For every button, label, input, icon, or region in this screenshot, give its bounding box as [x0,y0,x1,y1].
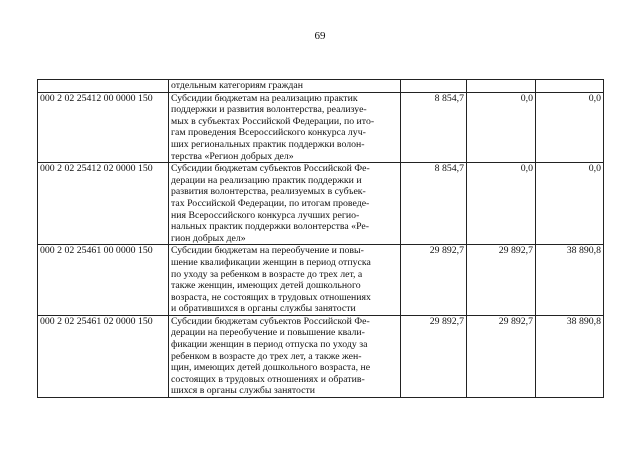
value-col-1-cell [401,80,467,93]
description-line: по уходу за ребенком в возрасте до трех лет, а [171,268,363,280]
value-col-3-cell: 0,0 [536,163,604,245]
value-col-2-cell [467,80,536,93]
value-col-3-cell: 38 890,8 [536,315,604,397]
description-line: ших региональных практик поддержки волон- [171,138,365,150]
description-line: гион добрых дел» [171,232,246,244]
description-line: также женщин, имеющих детей дошкольного [171,280,361,292]
description-line: Субсидии бюджетам субъектов Российской Фе- [171,315,370,327]
budget-table [37,79,604,398]
table-row [38,315,604,397]
budget-code-cell: 000 2 02 25412 00 0000 150 [38,92,169,163]
table-row [38,92,604,163]
page-number: 69 [314,30,326,42]
description-line: развития волонтерства, реализуемых в субъек- [171,186,366,198]
value-col-3-cell: 0,0 [536,92,604,163]
value-col-3-cell: 38 890,8 [536,245,604,316]
value-col-2-cell: 0,0 [467,163,536,245]
table-row [38,245,604,316]
description-cell [169,245,401,316]
description-line: тах Российской Федерации, по итогам проведе- [171,197,370,209]
value-col-1-cell: 29 892,7 [401,245,467,316]
value-col-2-cell: 29 892,7 [467,245,536,316]
description-line: терства «Регион добрых дел» [171,150,294,162]
description-cell [169,163,401,245]
description-line: фикации женщин в период отпуска по уходу за [171,339,368,351]
description-cell [169,80,401,93]
value-col-3-cell [536,80,604,93]
description-line: поддержки и развития волонтерства, реализуе- [171,104,367,116]
description-line: Субсидии бюджетам на переобучение и повы- [171,245,364,257]
description-line: мых в субъектах Российской Федерации, по ито- [171,115,375,127]
description-line: возраста, не состоящих в трудовых отношениях [171,291,371,303]
budget-code-cell [38,80,169,93]
value-col-2-cell: 29 892,7 [467,315,536,397]
description-line: состоящих в трудовых отношениях и обратив- [171,373,365,385]
description-line: ребенком в возрасте до трех лет, а также жен- [171,350,362,362]
description-cell [169,92,401,163]
description-line: гам проведения Всероссийского конкурса луч- [171,127,366,139]
table-row-continuation [38,80,604,93]
description-line: щин, имеющих детей дошкольного возраста, не [171,362,371,374]
description-line: ния Всероссийского конкурса лучших регио- [171,209,360,221]
description-line: Субсидии бюджетам на реализацию практик [171,92,358,104]
table-row [38,163,604,245]
description-line: Субсидии бюджетам субъектов Российской Фе- [171,163,370,175]
budget-code-cell: 000 2 02 25461 00 0000 150 [38,245,169,316]
description-line: и обратившихся в органы службы занятости [171,303,356,315]
description-line: дерации на реализацию практик поддержки и [171,174,362,186]
budget-code-cell: 000 2 02 25412 02 0000 150 [38,163,169,245]
description-line: дерации на переобучение и повышение квали- [171,327,365,339]
description-line: шихся в органы службы занятости [171,385,316,397]
description-line: нальных практик поддержки волонтерства «Ре- [171,221,369,233]
value-col-1-cell: 8 854,7 [401,92,467,163]
value-col-1-cell: 8 854,7 [401,163,467,245]
description-cell [169,315,401,397]
budget-code-cell: 000 2 02 25461 02 0000 150 [38,315,169,397]
value-col-1-cell: 29 892,7 [401,315,467,397]
description-line: отдельным категориям граждан [171,80,303,91]
description-line: шение квалификации женщин в период отпуска [171,256,371,268]
value-col-2-cell: 0,0 [467,92,536,163]
